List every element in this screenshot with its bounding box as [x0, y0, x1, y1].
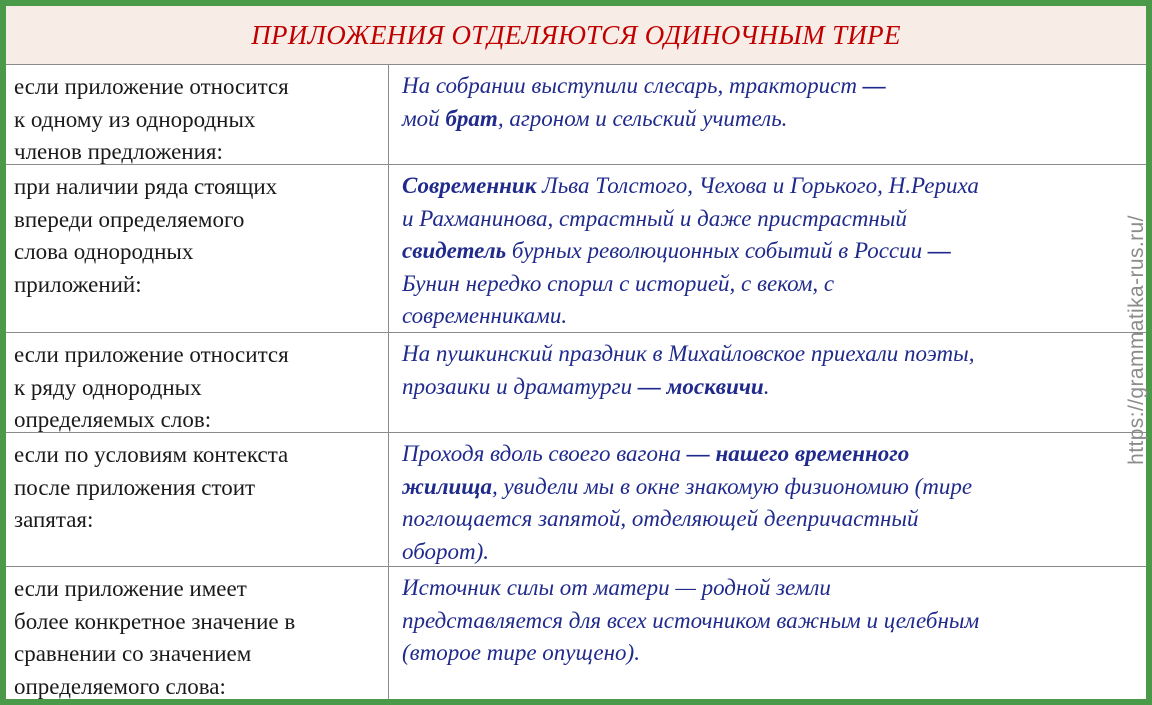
example-text: (второе тире опущено).	[402, 640, 640, 666]
example-line	[402, 70, 1140, 103]
example-text: представляется для всех источником важным и целебным	[402, 607, 980, 633]
example-line	[402, 235, 1140, 268]
example-line	[402, 103, 1140, 136]
example-text: и Рахманинова, страстный и даже пристрастный	[402, 205, 907, 231]
table-row	[6, 165, 1146, 332]
example-text: Проходя вдоль своего вагона	[402, 441, 687, 466]
example-line	[402, 338, 1140, 371]
example-line	[402, 203, 1140, 236]
table-title: ПРИЛОЖЕНИЯ ОТДЕЛЯЮТСЯ ОДИНОЧНЫМ ТИРЕ	[6, 6, 1146, 65]
rule-cell	[6, 433, 389, 566]
example-cell	[390, 165, 1146, 332]
rule-cell	[6, 165, 389, 332]
example-cell	[390, 567, 1146, 699]
highlighted-appositive: — москвичи	[637, 373, 764, 399]
example-line	[402, 503, 1140, 536]
example-text: На пушкинский праздник в Михайловское приехали поэты,	[402, 341, 975, 366]
table-row	[6, 65, 1146, 164]
rule-line: членов предложения:	[14, 139, 223, 165]
example-cell	[390, 433, 1146, 566]
rule-line: определяемого слова:	[14, 673, 226, 699]
rule-line: слова однородных	[14, 239, 194, 265]
example-cell	[390, 65, 1146, 164]
highlighted-appositive: Современник	[402, 173, 537, 198]
example-text: .	[763, 373, 770, 399]
example-line	[402, 637, 1140, 670]
rule-line: к одному из однородных	[14, 106, 256, 132]
example-text: , увидели мы в окне знакомую физиономию (тире	[491, 473, 973, 499]
rule-line: к ряду однородных	[14, 374, 202, 400]
rule-cell	[6, 65, 389, 164]
highlighted-appositive: брат	[445, 105, 498, 131]
highlighted-appositive: — нашего временного	[686, 441, 910, 466]
example-text: поглощается запятой, отделяющей деепричастный	[402, 506, 919, 532]
example-text: Бунин нередко спорил с историей, с веком, с	[402, 270, 835, 296]
highlighted-appositive: свидетель	[402, 238, 507, 264]
table-row	[6, 433, 1146, 566]
rule-line: если приложение относится	[14, 74, 289, 99]
example-line	[402, 170, 1140, 203]
rule-line: запятая:	[14, 507, 94, 533]
rule-line: если по условиям контекста	[14, 442, 289, 467]
rule-line: определяемых слов:	[14, 407, 212, 433]
table-row	[6, 567, 1146, 699]
example-line	[402, 371, 1140, 404]
example-line	[402, 536, 1140, 569]
example-line	[402, 300, 1140, 333]
example-line	[402, 605, 1140, 638]
rule-cell	[6, 567, 389, 699]
example-line	[402, 268, 1140, 301]
highlighted-appositive: жилища	[402, 473, 492, 499]
highlighted-appositive: —	[862, 73, 886, 98]
rule-line: после приложения стоит	[14, 474, 256, 500]
example-text: Льва Толстого, Чехова и Горького, Н.Рериха	[536, 173, 979, 198]
example-text: , агроном и сельский учитель.	[497, 105, 788, 131]
example-text: прозаики и драматурги	[402, 373, 638, 399]
site-watermark: https://grammatika-rus.ru/	[1125, 215, 1148, 465]
highlighted-appositive: —	[927, 238, 951, 264]
example-text: Источник силы от матери — родной земли	[402, 575, 831, 600]
rule-line: приложений:	[14, 271, 142, 297]
rule-line: если приложение относится	[14, 342, 289, 367]
example-text: мой	[402, 105, 446, 131]
rule-line: сравнении со значением	[14, 641, 252, 667]
rule-line: при наличии ряда стоящих	[14, 174, 278, 199]
example-text: оборот).	[402, 538, 489, 564]
rule-line: более конкретное значение в	[14, 608, 296, 634]
rule-cell	[6, 333, 389, 432]
example-cell	[390, 333, 1146, 432]
example-line	[402, 438, 1140, 471]
example-line	[402, 572, 1140, 605]
example-text: современниками.	[402, 303, 568, 329]
table-row	[6, 333, 1146, 432]
example-line	[402, 471, 1140, 504]
example-text: бурных революционных событий в России	[506, 238, 928, 264]
rule-line: впереди определяемого	[14, 206, 245, 232]
example-text: На собрании выступили слесарь, тракторист	[402, 73, 863, 98]
rule-line: если приложение имеет	[14, 576, 247, 601]
